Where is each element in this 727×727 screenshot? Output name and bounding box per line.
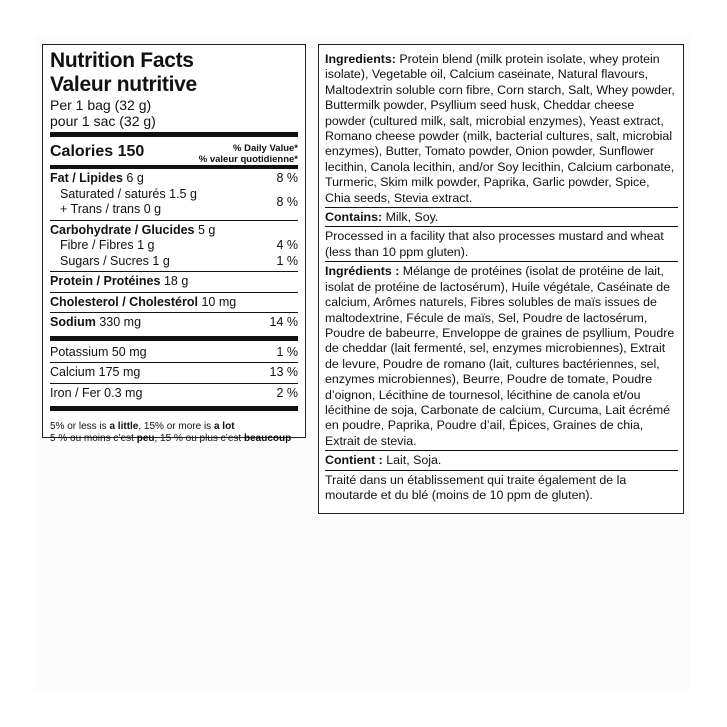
contains-en-text: Milk, Soy. xyxy=(382,210,439,225)
cholesterol-label: Cholesterol / Cholestérol xyxy=(50,294,198,309)
foot-en-a: 5% or less is xyxy=(50,421,110,432)
protein-row xyxy=(50,274,298,290)
ingredients-en xyxy=(325,52,678,206)
sodium-row xyxy=(50,315,298,331)
protein-label: Protein / Protéines xyxy=(50,274,161,288)
foot-fr-a: 5 % ou moins c’est xyxy=(50,433,137,444)
foot-en-c: , 15% or more is xyxy=(138,421,214,432)
iron-pct: 2 % xyxy=(276,385,298,400)
calcium-pct: 13 % xyxy=(269,365,298,379)
title-fr: Valeur nutritive xyxy=(50,73,197,96)
ingredients-en-label: Ingredients: xyxy=(325,52,396,66)
dv-fr: % valeur quotidienne* xyxy=(198,154,298,165)
facility-fr: Traité dans un établissement qui traite également de la moutarde et du blé (moins de 10 ppm de gluten). xyxy=(325,472,627,502)
sugars-pct: 1 % xyxy=(276,253,298,268)
calcium-block xyxy=(50,363,298,383)
contains-fr xyxy=(325,453,678,468)
sugars-row xyxy=(50,254,298,270)
ingredients-fr-text: Mélange de protéines (isolat de protéine de lait, isolat de protéine de lactosérum), Huile végétale, Caséinate de calcium, Arômes naturels, Fibres solubles de maïs issues de maltodextrine, Fécule de maïs, Sel, Poudre de lactosérum, Poudre de babeurre, Enveloppe de graines de psyllium, Poudre de cheddar (lait fermenté, sel, enzymes microbiennes), Extrait de levure, Poudre de romano (lait, cultures bactériennes, sel, enzymes microbiennes), Beurre, Poudre de tomate, Poudre d’oignon, Lécithine de tournesol, lécithine de canola et/ou lécithine de soja, Carbonate de calcium, Curcuma, Lait écrémé en poudre, Paprika, Poudre d’ail, Épices, Graines de chia, Extrait de stevia. xyxy=(325,264,675,448)
contains-fr-text: Lait, Soja. xyxy=(382,453,442,468)
carb-row xyxy=(50,223,298,239)
divider-thick xyxy=(50,336,298,341)
carb-amount: 5 g xyxy=(197,222,216,237)
ingredients-en-text: Protein blend (milk protein isolate, whey protein isolate), Vegetable oil, Calcium caseinate, Natural flavours, Maltodextrin soluble corn fibre, Corn starch, Salt, Whey powder, Buttermilk powder, Psyllium seed husk, Cheddar cheese powder (cultured milk, salt, microbial enzymes), Yeast extract, Romano cheese powder (milk, bacterial cultures, salt, microbial enzymes), Butter, Tomato powder, Onion powder, Sunflower lecithin, Canola lecithin, and/or Soy lecithin, Calcium carbonate, Turmeric, Skim milk powder, Paprika, Garlic powder, Spice, Chia seeds, Stevia extract. xyxy=(325,52,675,205)
divider xyxy=(325,470,678,471)
footnote-fr xyxy=(50,433,298,445)
fat-label: Fat / Lipides xyxy=(50,171,123,185)
protein-amount: 18 g xyxy=(163,274,189,288)
cholesterol-amount: 10 mg xyxy=(201,294,237,309)
foot-fr-b: peu xyxy=(136,433,155,444)
potassium-block xyxy=(50,343,298,363)
foot-en-d: a lot xyxy=(213,421,235,432)
serving-fr: pour 1 sac (32 g) xyxy=(50,113,156,129)
nutrition-facts-panel xyxy=(42,44,306,444)
footnote-en xyxy=(50,421,298,433)
iron-row xyxy=(50,386,298,402)
potassium-pct: 1 % xyxy=(276,344,298,359)
fat-amount: 6 g xyxy=(126,171,144,185)
iron-label: Iron / Fer 0.3 mg xyxy=(50,385,143,400)
divider-thick xyxy=(50,132,298,137)
contains-en xyxy=(325,210,678,225)
cholesterol-block xyxy=(50,293,298,313)
divider xyxy=(325,207,678,208)
trans-row xyxy=(50,202,197,218)
cholesterol-row xyxy=(50,295,298,311)
foot-fr-d: beaucoup xyxy=(244,433,292,444)
facility-en: Processed in a facility that also processes mustard and wheat (less than 10 ppm gluten). xyxy=(325,229,664,259)
divider-thick xyxy=(50,406,298,411)
ingredients-fr-label: Ingrédients : xyxy=(325,264,400,279)
sodium-pct: 14 % xyxy=(269,315,298,329)
calcium-row xyxy=(50,365,298,381)
dv-en: % Daily Value* xyxy=(233,143,298,154)
fat-row xyxy=(50,171,298,187)
carb-label: Carbohydrate / Glucides xyxy=(50,222,195,237)
ingredients-fr xyxy=(325,264,678,449)
sugars-label: Sugars / Sucres 1 g xyxy=(60,253,170,268)
saturated-row xyxy=(50,187,197,203)
title-en: Nutrition Facts xyxy=(50,49,194,72)
divider xyxy=(325,450,678,451)
trans-label: + Trans / trans 0 g xyxy=(60,202,162,216)
sodium-label: Sodium xyxy=(50,315,96,329)
fibre-pct: 4 % xyxy=(276,238,298,252)
sodium-amount: 330 mg xyxy=(99,315,142,329)
ingredients-panel xyxy=(318,44,684,514)
iron-block xyxy=(50,384,298,404)
carb-block xyxy=(50,221,298,272)
fat-pct: 8 % xyxy=(276,171,298,185)
saturated-label: Saturated / saturés 1.5 g xyxy=(60,186,197,201)
potassium-row xyxy=(50,345,298,361)
contains-en-label: Contains: xyxy=(325,210,383,225)
protein-block xyxy=(50,272,298,292)
calories: Calories 150 xyxy=(50,143,145,160)
fat-block xyxy=(50,169,298,220)
foot-en-b: a little xyxy=(109,421,139,432)
calories-row xyxy=(50,139,298,165)
fibre-label: Fibre / Fibres 1 g xyxy=(60,238,155,252)
serving-en: Per 1 bag (32 g) xyxy=(50,97,152,113)
sat-trans-pct: 8 % xyxy=(276,195,298,209)
divider xyxy=(325,226,678,227)
calcium-label: Calcium 175 mg xyxy=(50,365,141,379)
contains-fr-label: Contient : xyxy=(325,453,383,468)
daily-value-header xyxy=(199,143,298,165)
fibre-row xyxy=(50,238,298,254)
sat-trans-pair xyxy=(50,187,298,218)
divider xyxy=(325,261,678,262)
potassium-label: Potassium 50 mg xyxy=(50,344,147,359)
footnote xyxy=(50,413,298,445)
foot-fr-c: , 15 % ou plus c’est xyxy=(154,433,244,444)
sodium-block xyxy=(50,313,298,333)
